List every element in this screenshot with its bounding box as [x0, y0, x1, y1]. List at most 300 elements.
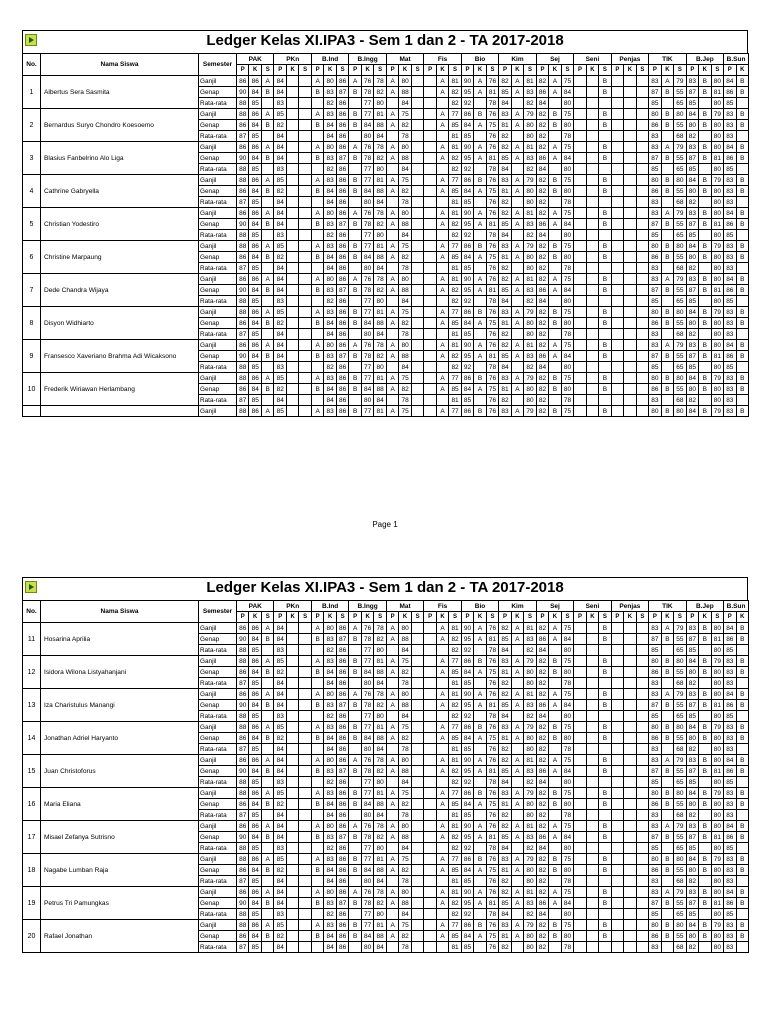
- grade-cell: [611, 722, 623, 733]
- grade-cell: 86: [237, 340, 249, 351]
- grade-cell: A: [511, 920, 523, 931]
- grade-cell: [286, 274, 298, 285]
- grade-cell: A: [261, 373, 273, 384]
- grade-cell: [311, 843, 323, 854]
- grade-cell: 86: [237, 186, 249, 197]
- grade-cell: B: [661, 87, 673, 98]
- grade-cell: B: [736, 898, 748, 909]
- header-sub: S: [411, 612, 424, 623]
- grade-cell: 84: [536, 362, 548, 373]
- grade-cell: A: [474, 285, 486, 296]
- grade-cell: A: [549, 153, 561, 164]
- grade-cell: [299, 263, 312, 274]
- grade-cell: [424, 634, 436, 645]
- grade-cell: A: [386, 351, 398, 362]
- grade-cell: [599, 395, 612, 406]
- grade-cell: A: [474, 219, 486, 230]
- student-no: 2: [23, 109, 41, 142]
- grade-cell: A: [261, 175, 273, 186]
- grade-cell: 68: [674, 678, 686, 689]
- grade-cell: 83: [686, 76, 698, 87]
- grade-cell: A: [311, 854, 323, 865]
- grade-cell: 84: [686, 656, 698, 667]
- grade-cell: 83: [724, 384, 736, 395]
- grade-cell: [636, 208, 649, 219]
- grade-cell: [549, 711, 561, 722]
- grade-cell: 75: [561, 307, 574, 318]
- grade-cell: 83: [724, 854, 736, 865]
- grade-cell: B: [549, 865, 561, 876]
- grade-cell: [424, 219, 436, 230]
- grade-cell: 82: [524, 711, 537, 722]
- grade-cell: [299, 722, 312, 733]
- grade-cell: A: [386, 799, 398, 810]
- grade-cell: [586, 285, 598, 296]
- grade-cell: 83: [686, 208, 698, 219]
- grade-cell: [386, 329, 398, 340]
- grade-cell: [299, 340, 312, 351]
- grade-cell: [661, 876, 673, 887]
- grade-cell: 79: [524, 373, 537, 384]
- grade-cell: 80: [711, 887, 723, 898]
- grade-cell: [386, 810, 398, 821]
- grade-cell: 90: [237, 219, 249, 230]
- grade-cell: A: [311, 406, 323, 417]
- grade-cell: A: [436, 318, 448, 329]
- grade-cell: [436, 164, 448, 175]
- grade-cell: [574, 274, 586, 285]
- grade-cell: 88: [399, 87, 411, 98]
- grade-cell: 84: [499, 645, 511, 656]
- grade-cell: [286, 799, 298, 810]
- grade-cell: 68: [674, 329, 686, 340]
- header-sub: S: [261, 65, 273, 76]
- grade-cell: 82: [499, 274, 511, 285]
- grade-cell: [349, 909, 361, 920]
- grade-cell: B: [311, 799, 323, 810]
- grade-cell: [736, 678, 748, 689]
- grade-cell: [424, 920, 436, 931]
- grade-cell: 86: [336, 623, 348, 634]
- grade-cell: 84: [361, 733, 373, 744]
- grade-cell: 75: [486, 186, 498, 197]
- grade-cell: 86: [336, 799, 348, 810]
- grade-cell: A: [436, 153, 448, 164]
- grade-cell: 84: [686, 722, 698, 733]
- grade-cell: [574, 645, 586, 656]
- grade-cell: A: [349, 623, 361, 634]
- grade-cell: [286, 230, 298, 241]
- grade-cell: B: [661, 120, 673, 131]
- grade-cell: 81: [449, 821, 461, 832]
- grade-cell: 84: [499, 164, 511, 175]
- grade-cell: [311, 230, 323, 241]
- grade-cell: [699, 296, 711, 307]
- grade-cell: 79: [674, 76, 686, 87]
- grade-cell: 81: [449, 678, 461, 689]
- grade-cell: 79: [711, 854, 723, 865]
- header-sub: S: [449, 612, 461, 623]
- grade-cell: [636, 832, 649, 843]
- grade-cell: [299, 920, 312, 931]
- grade-cell: 75: [561, 406, 574, 417]
- grade-cell: 84: [361, 667, 373, 678]
- grade-cell: [424, 384, 436, 395]
- grade-cell: 80: [399, 340, 411, 351]
- grade-cell: [424, 307, 436, 318]
- grade-cell: 80: [686, 186, 698, 197]
- grade-cell: [286, 711, 298, 722]
- grade-cell: 80: [649, 109, 661, 120]
- grade-cell: B: [736, 722, 748, 733]
- grade-cell: 84: [461, 931, 473, 942]
- grade-cell: [411, 76, 424, 87]
- grade-cell: 82: [449, 711, 461, 722]
- grade-cell: 84: [274, 285, 286, 296]
- grade-cell: 86: [249, 755, 261, 766]
- grade-cell: 86: [237, 733, 249, 744]
- grade-cell: 88: [237, 711, 249, 722]
- grade-cell: B: [699, 887, 711, 898]
- grade-cell: A: [311, 689, 323, 700]
- grade-cell: B: [599, 406, 612, 417]
- grade-cell: [474, 230, 486, 241]
- grade-cell: [474, 131, 486, 142]
- grade-cell: [574, 920, 586, 931]
- grade-cell: A: [511, 623, 523, 634]
- grade-cell: 82: [499, 755, 511, 766]
- grade-cell: 79: [524, 722, 537, 733]
- grade-cell: 80: [686, 384, 698, 395]
- grade-cell: 78: [361, 832, 373, 843]
- grade-cell: [411, 623, 424, 634]
- grade-cell: 85: [274, 373, 286, 384]
- grade-cell: B: [474, 854, 486, 865]
- grade-cell: 86: [249, 854, 261, 865]
- grade-cell: 80: [711, 197, 723, 208]
- grade-cell: 86: [336, 689, 348, 700]
- grade-cell: B: [736, 766, 748, 777]
- grade-cell: 85: [449, 931, 461, 942]
- grade-cell: [411, 656, 424, 667]
- grade-cell: B: [661, 219, 673, 230]
- grade-cell: 87: [237, 876, 249, 887]
- grade-cell: [611, 131, 623, 142]
- grade-cell: A: [386, 274, 398, 285]
- grade-cell: [411, 645, 424, 656]
- grade-cell: [286, 87, 298, 98]
- grade-cell: 85: [449, 120, 461, 131]
- grade-cell: [424, 854, 436, 865]
- grade-cell: 85: [461, 131, 473, 142]
- grade-cell: B: [599, 799, 612, 810]
- grade-cell: 83: [649, 197, 661, 208]
- grade-cell: [586, 733, 598, 744]
- grade-cell: 80: [324, 274, 336, 285]
- grade-cell: 88: [399, 832, 411, 843]
- grade-cell: 86: [536, 285, 548, 296]
- grade-cell: 82: [499, 623, 511, 634]
- grade-cell: 55: [674, 318, 686, 329]
- grade-cell: 84: [249, 766, 261, 777]
- grade-cell: A: [511, 931, 523, 942]
- grade-cell: B: [599, 186, 612, 197]
- grade-cell: A: [386, 832, 398, 843]
- grade-cell: 85: [499, 87, 511, 98]
- grade-cell: 79: [711, 373, 723, 384]
- grade-cell: [574, 942, 586, 953]
- grade-cell: [736, 296, 748, 307]
- grade-cell: 75: [486, 667, 498, 678]
- grade-cell: 84: [274, 678, 286, 689]
- grade-cell: 84: [274, 744, 286, 755]
- grade-cell: [411, 898, 424, 909]
- grade-cell: [286, 186, 298, 197]
- grade-cell: [474, 362, 486, 373]
- grade-cell: 80: [711, 164, 723, 175]
- header-subject: B.Ingg: [349, 601, 386, 612]
- grade-cell: [424, 821, 436, 832]
- grade-cell: 86: [336, 76, 348, 87]
- grade-cell: B: [349, 307, 361, 318]
- grade-cell: A: [311, 76, 323, 87]
- grade-cell: 80: [561, 931, 574, 942]
- grade-cell: 77: [361, 777, 373, 788]
- grade-cell: 83: [649, 623, 661, 634]
- grade-cell: [736, 164, 748, 175]
- grade-cell: B: [736, 219, 748, 230]
- grade-cell: 86: [461, 920, 473, 931]
- grade-cell: [286, 623, 298, 634]
- grade-cell: 86: [249, 241, 261, 252]
- grade-cell: 78: [374, 821, 387, 832]
- grade-cell: 86: [336, 230, 348, 241]
- grade-cell: 79: [711, 307, 723, 318]
- grade-cell: [299, 197, 312, 208]
- grade-cell: B: [261, 700, 273, 711]
- grade-cell: 82: [399, 931, 411, 942]
- grade-cell: [611, 634, 623, 645]
- grade-cell: 85: [499, 285, 511, 296]
- grade-cell: [299, 832, 312, 843]
- header-sub: K: [249, 612, 261, 623]
- grade-cell: 78: [561, 395, 574, 406]
- grade-cell: [611, 329, 623, 340]
- grade-cell: 82: [524, 909, 537, 920]
- grade-cell: A: [474, 634, 486, 645]
- grade-cell: B: [549, 920, 561, 931]
- grade-cell: A: [474, 931, 486, 942]
- header-sub: S: [599, 65, 612, 76]
- table-row: [23, 109, 749, 120]
- grade-cell: B: [699, 865, 711, 876]
- grade-cell: 90: [237, 153, 249, 164]
- grade-cell: 84: [249, 832, 261, 843]
- grade-cell: [586, 406, 598, 417]
- grade-cell: [424, 87, 436, 98]
- grade-cell: A: [549, 821, 561, 832]
- grade-cell: 86: [536, 219, 548, 230]
- grade-cell: [586, 865, 598, 876]
- table-row: [23, 788, 749, 799]
- grade-cell: 84: [399, 296, 411, 307]
- grade-cell: 78: [561, 678, 574, 689]
- grade-cell: B: [736, 307, 748, 318]
- grade-cell: B: [736, 920, 748, 931]
- header-sub: P: [499, 65, 511, 76]
- grade-cell: 82: [499, 876, 511, 887]
- grade-cell: 86: [237, 689, 249, 700]
- grade-cell: B: [599, 920, 612, 931]
- grade-cell: B: [474, 307, 486, 318]
- grade-cell: [299, 909, 312, 920]
- grade-cell: [286, 142, 298, 153]
- grade-cell: 82: [524, 777, 537, 788]
- grade-cell: 79: [674, 755, 686, 766]
- grade-cell: B: [261, 318, 273, 329]
- grade-cell: 82: [536, 788, 548, 799]
- grade-cell: 86: [336, 931, 348, 942]
- grade-cell: 88: [399, 285, 411, 296]
- grade-cell: 80: [374, 777, 387, 788]
- grade-cell: [311, 131, 323, 142]
- grade-cell: [311, 197, 323, 208]
- grade-cell: 86: [336, 98, 348, 109]
- grade-cell: 85: [724, 645, 736, 656]
- grade-cell: [574, 810, 586, 821]
- grade-cell: 76: [361, 274, 373, 285]
- grade-cell: 84: [324, 942, 336, 953]
- grade-cell: 80: [524, 876, 537, 887]
- grade-cell: [611, 700, 623, 711]
- grade-cell: B: [349, 766, 361, 777]
- student-name: Dede Chandra Wijaya: [41, 274, 199, 307]
- grade-cell: [286, 832, 298, 843]
- grade-cell: [636, 843, 649, 854]
- grade-cell: 84: [361, 799, 373, 810]
- grade-cell: [424, 623, 436, 634]
- grade-cell: 82: [536, 942, 548, 953]
- header-name: Nama Siswa: [41, 54, 199, 76]
- grade-cell: [636, 384, 649, 395]
- grade-cell: [574, 689, 586, 700]
- grade-cell: 79: [674, 887, 686, 898]
- grade-cell: [599, 711, 612, 722]
- header-sub: K: [399, 65, 411, 76]
- grade-cell: 82: [324, 296, 336, 307]
- grade-cell: [624, 755, 636, 766]
- grade-cell: 82: [686, 876, 698, 887]
- grade-cell: [424, 656, 436, 667]
- grade-cell: [586, 109, 598, 120]
- grade-cell: [424, 120, 436, 131]
- grade-cell: [586, 667, 598, 678]
- grade-cell: [411, 109, 424, 120]
- student-no: 20: [23, 920, 41, 953]
- grade-cell: [574, 711, 586, 722]
- header-sub: P: [574, 612, 586, 623]
- grade-cell: 82: [536, 318, 548, 329]
- grade-cell: 87: [686, 898, 698, 909]
- grade-cell: [636, 766, 649, 777]
- grade-cell: [611, 351, 623, 362]
- grade-cell: 82: [499, 810, 511, 821]
- grade-cell: B: [699, 667, 711, 678]
- header-no: No.: [23, 601, 41, 623]
- grade-cell: [636, 241, 649, 252]
- grade-cell: 86: [724, 832, 736, 843]
- sheet-title-bar: [22, 577, 748, 600]
- grade-cell: [574, 865, 586, 876]
- grade-cell: [424, 131, 436, 142]
- grade-cell: 86: [237, 667, 249, 678]
- grade-cell: 77: [361, 406, 373, 417]
- grade-cell: 82: [499, 678, 511, 689]
- grade-cell: 85: [249, 777, 261, 788]
- grade-cell: [411, 865, 424, 876]
- grade-cell: 80: [374, 711, 387, 722]
- grade-cell: [424, 700, 436, 711]
- grade-cell: 78: [374, 887, 387, 898]
- grade-cell: [599, 645, 612, 656]
- semester-label: Ganjil: [199, 920, 237, 931]
- grade-cell: [611, 164, 623, 175]
- grade-cell: [436, 329, 448, 340]
- grade-cell: [699, 197, 711, 208]
- grade-cell: 84: [399, 843, 411, 854]
- grade-cell: A: [436, 76, 448, 87]
- grade-cell: 78: [486, 362, 498, 373]
- grade-cell: [661, 263, 673, 274]
- grade-cell: [624, 920, 636, 931]
- grade-cell: 81: [374, 373, 387, 384]
- grade-cell: A: [511, 340, 523, 351]
- grade-cell: 82: [536, 263, 548, 274]
- grade-cell: 86: [724, 87, 736, 98]
- grade-cell: 86: [336, 722, 348, 733]
- semester-label: Rata-rata: [199, 164, 237, 175]
- grade-cell: 86: [649, 318, 661, 329]
- grade-cell: [586, 175, 598, 186]
- grade-cell: [586, 898, 598, 909]
- grade-cell: 82: [324, 230, 336, 241]
- grade-cell: [474, 296, 486, 307]
- grade-cell: 75: [399, 788, 411, 799]
- student-name: Blasius Fanbelrino Alo Liga: [41, 142, 199, 175]
- grade-cell: 90: [237, 285, 249, 296]
- grade-cell: [474, 164, 486, 175]
- grade-cell: 84: [274, 887, 286, 898]
- grade-cell: 81: [374, 241, 387, 252]
- grade-cell: [611, 623, 623, 634]
- header-subject: B.Jep: [686, 601, 723, 612]
- grade-cell: 81: [524, 623, 537, 634]
- grade-cell: 84: [499, 98, 511, 109]
- grade-cell: 55: [674, 799, 686, 810]
- grade-cell: 84: [361, 384, 373, 395]
- grade-cell: B: [699, 623, 711, 634]
- grade-cell: 81: [486, 832, 498, 843]
- grade-cell: [624, 832, 636, 843]
- grade-cell: [574, 263, 586, 274]
- grade-cell: A: [549, 700, 561, 711]
- grade-cell: B: [261, 898, 273, 909]
- grade-cell: B: [599, 700, 612, 711]
- grade-cell: [349, 164, 361, 175]
- grade-cell: A: [349, 274, 361, 285]
- grade-cell: [299, 733, 312, 744]
- grade-cell: [299, 120, 312, 131]
